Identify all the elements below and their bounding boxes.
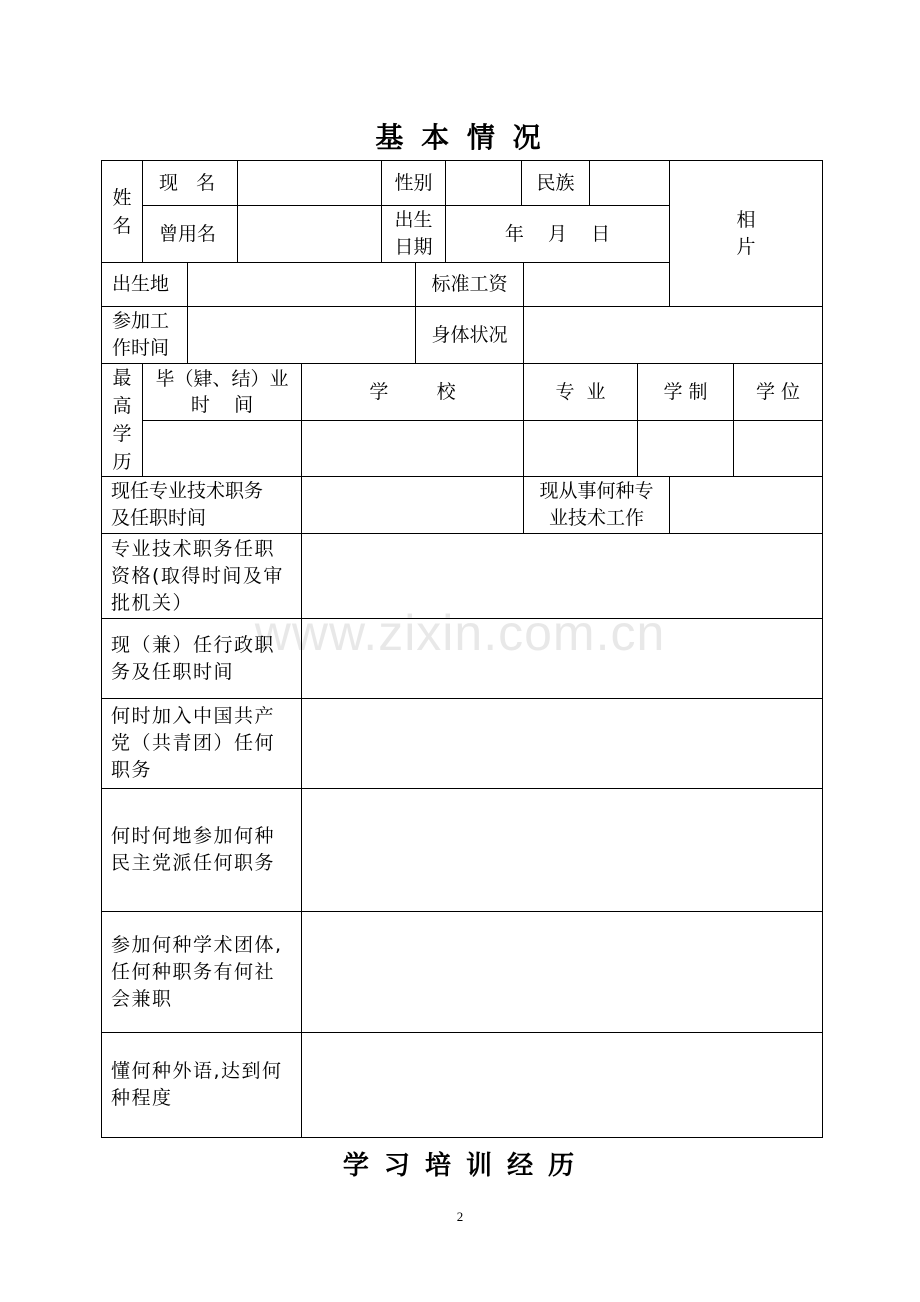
academic-field[interactable] — [302, 912, 822, 1032]
duration-label: 学 制 — [663, 380, 708, 403]
education-label: 最 高 学 历 — [112, 367, 132, 473]
gender-label: 性别 — [394, 171, 433, 194]
language-field[interactable] — [302, 1033, 822, 1137]
admin-position-label: 现（兼）任行政职务及任职时间 — [111, 633, 276, 683]
ethnicity-label: 民族 — [536, 171, 575, 194]
table-border — [822, 160, 823, 1138]
photo-box: 相 片 — [736, 208, 756, 258]
health-field[interactable] — [524, 307, 822, 363]
duration-field[interactable] — [638, 421, 733, 476]
ethnicity-field[interactable] — [590, 161, 669, 205]
former-name-field[interactable] — [238, 206, 381, 262]
tech-qualification-label: 专业技术职务任职资格(取得时间及审批机关） — [111, 537, 284, 614]
language-label: 懂何种外语,达到何种程度 — [111, 1060, 283, 1109]
degree-label: 学 位 — [755, 380, 801, 403]
page-number: 2 — [456, 1209, 464, 1224]
birth-date-field[interactable]: 年 月 日 — [504, 222, 611, 245]
work-start-label: 参加工 作时间 — [112, 310, 170, 359]
major-label: 专 业 — [555, 380, 606, 403]
graduation-time-field[interactable] — [143, 421, 301, 476]
watermark: www.zixin.com.cn — [254, 605, 666, 661]
salary-label: 标准工资 — [431, 273, 508, 295]
work-start-field[interactable] — [188, 307, 415, 363]
current-name-field[interactable] — [238, 161, 381, 205]
tech-work-label: 现从事何种专 业技术工作 — [539, 480, 654, 529]
page-title: 基 本 情 况 — [375, 121, 545, 154]
health-label: 身体状况 — [431, 323, 508, 346]
democratic-party-field[interactable] — [302, 789, 822, 911]
tech-position-field[interactable] — [302, 477, 523, 533]
salary-field[interactable] — [524, 263, 669, 306]
section-title: 学 习 培 训 经 历 — [342, 1151, 578, 1181]
gender-field[interactable] — [446, 161, 521, 205]
birthplace-label: 出生地 — [112, 273, 170, 295]
graduation-time-label: 毕（肄、结）业 时 间 — [155, 368, 289, 416]
birthplace-field[interactable] — [188, 263, 415, 306]
admin-position-field[interactable] — [302, 619, 822, 698]
major-field[interactable] — [524, 421, 637, 476]
school-label: 学 校 — [369, 380, 456, 403]
tech-qualification-field[interactable] — [302, 534, 822, 618]
party-label: 何时加入中国共产党（共青团）任何职务 — [111, 705, 276, 781]
tech-work-field[interactable] — [670, 477, 822, 533]
degree-field[interactable] — [734, 421, 822, 476]
democratic-party-label: 何时何地参加何种民主党派任何职务 — [111, 825, 276, 874]
current-name-label: 现 名 — [159, 171, 216, 194]
name-label: 姓名 — [112, 186, 132, 237]
birth-date-label: 出生 日期 — [394, 209, 433, 258]
former-name-label: 曾用名 — [159, 222, 217, 245]
party-field[interactable] — [302, 699, 822, 788]
academic-label: 参加何种学术团体,任何种职务有何社会兼职 — [111, 933, 283, 1010]
school-field[interactable] — [302, 421, 523, 476]
tech-position-label: 现任专业技术职务 及任职时间 — [111, 480, 264, 529]
table-border — [101, 1137, 823, 1138]
